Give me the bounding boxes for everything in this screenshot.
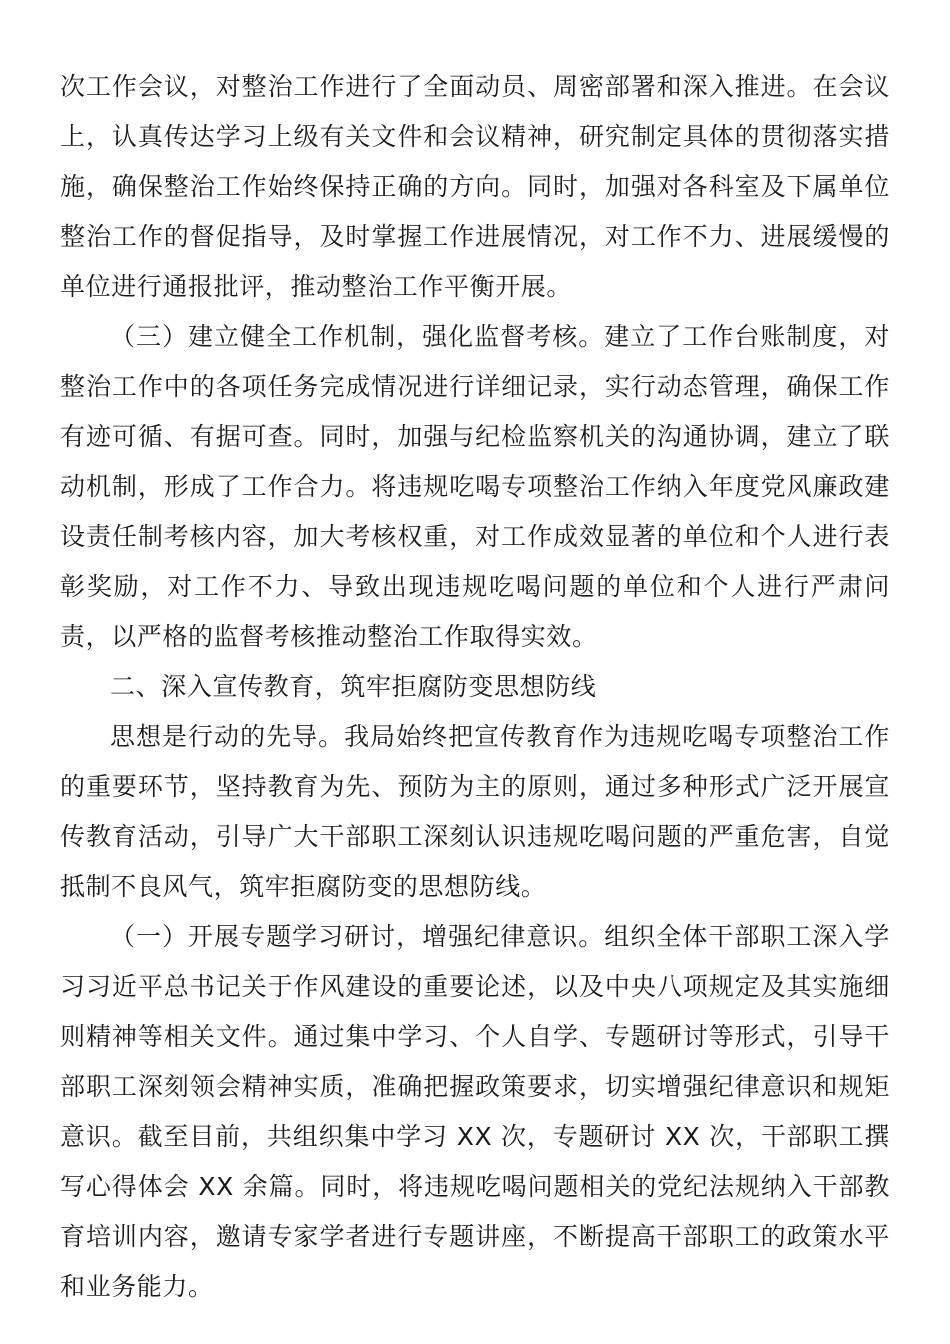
paragraph-thought-guidance: 思想是行动的先导。我局始终把宣传教育作为违规吃喝专项整治工作的重要环节，坚持教育为先、预防为主的原则，通过多种形式广泛开展宣传教育活动，引导广大干部职工深刻认识违规吃喝问题的严重危害，自觉抵制不良风气，筑牢拒腐防变的思想防线。 — [60, 722, 890, 901]
paragraph-study-seminar: （一）开展专题学习研讨，增强纪律意识。组织全体干部职工深入学习习近平总书记关于作风建设的重要论述，以及中央八项规定及其实施细则精神等相关文件。通过集中学习、个人自学、专题研讨等形式，引导干部职工深刻领会精神实质，准确把握政策要求，切实增强纪律意识和规矩意识。截至目前，共组织集中学习 XX 次，专题研讨 XX 次，干部职工撰写心得体会 XX 余篇。同时，将违规吃喝问题相关的党纪法规纳入干部教育培训内容，邀请专家学者进行专题讲座，不断提高干部职工的政策水平和业务能力。 — [60, 922, 890, 1301]
paragraph-work-mechanism: （三）建立健全工作机制，强化监督考核。建立了工作台账制度，对整治工作中的各项任务完成情况进行详细记录，实行动态管理，确保工作有迹可循、有据可查。同时，加强与纪检监察机关的沟通协调，建立了联动机制，形成了工作合力。将违规吃喝专项整治工作纳入年度党风廉政建设责任制考核内容，加大考核权重，对工作成效显著的单位和个人进行表彰奖励，对工作不力、导致出现违规吃喝问题的单位和个人进行严肃问责，以严格的监督考核推动整治工作取得实效。 — [60, 322, 890, 651]
document-page — [60, 62, 890, 1312]
section-heading-publicity-education: 二、深入宣传教育，筑牢拒腐防变思想防线 — [110, 672, 597, 701]
paragraph-continuation: 次工作会议，对整治工作进行了全面动员、周密部署和深入推进。在会议上，认真传达学习上级有关文件和会议精神，研究制定具体的贯彻落实措施，确保整治工作始终保持正确的方向。同时，加强对各科室及下属单位整治工作的督促指导，及时掌握工作进展情况，对工作不力、进展缓慢的单位进行通报批评，推动整治工作平衡开展。 — [60, 72, 890, 301]
